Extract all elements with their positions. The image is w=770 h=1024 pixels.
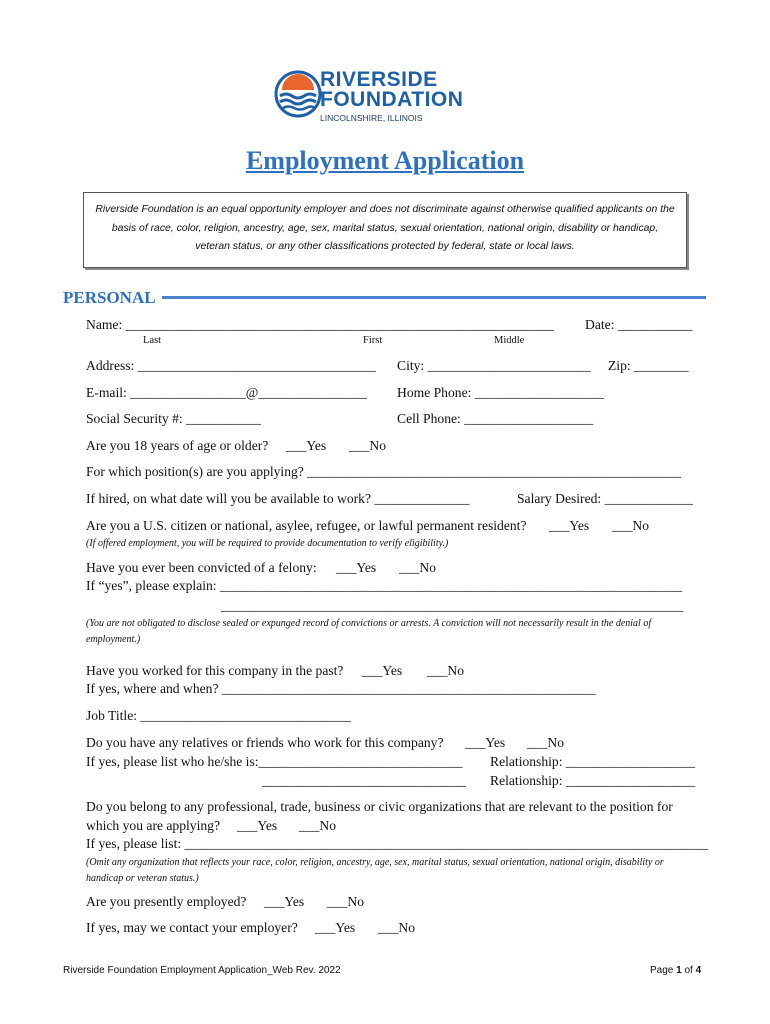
section-divider	[162, 296, 706, 299]
section-title-personal: PERSONAL	[63, 288, 156, 307]
page-prefix: Page	[650, 965, 677, 976]
citizen-question: Are you a U.S. citizen or national, asylee, refugee, or lawful permanent resident?	[86, 518, 527, 533]
label-first: First	[363, 335, 383, 346]
eeo-statement-box	[83, 192, 687, 268]
contact-employer-question: If yes, may we contact your employer?	[86, 920, 298, 935]
worked-yes-option[interactable]: ___Yes	[362, 663, 403, 678]
relatives-list-field[interactable]: If yes, please list who he/she is:______________________________	[86, 754, 463, 769]
organizations-note: (Omit any organization that reflects your race, color, religion, ancestry, age, sex, marital status, sexual orientation, national origin, disability or handicap or veteran status.)	[86, 857, 664, 884]
worked-where-field[interactable]: If yes, where and when? _______________________________________________________	[86, 681, 596, 696]
contact-no-option[interactable]: ___No	[378, 920, 416, 935]
employed-question: Are you presently employed?	[86, 894, 247, 909]
felony-no-option[interactable]: ___No	[399, 560, 437, 575]
availability-field[interactable]: If hired, on what date will you be available to work? ______________	[86, 491, 470, 506]
logo-line-riverside: RIVERSIDE	[320, 68, 438, 91]
employed-yes-option[interactable]: ___Yes	[264, 894, 305, 909]
citizen-no-option[interactable]: ___No	[612, 518, 650, 533]
label-middle: Middle	[494, 335, 525, 346]
age-yes-option[interactable]: ___Yes	[286, 438, 327, 453]
page-of: of	[681, 965, 696, 976]
riverside-foundation-logo	[274, 66, 494, 128]
label-last: Last	[143, 335, 162, 346]
relationship-field-1[interactable]: Relationship: ___________________	[490, 754, 696, 769]
age-no-option[interactable]: ___No	[349, 438, 387, 453]
organizations-question-cont: which you are applying?	[86, 818, 221, 833]
job-title-field[interactable]: Job Title: _______________________________	[86, 708, 352, 723]
eeo-statement: Riverside Foundation is an equal opportunity employer and does not discriminate against otherwise qualified applicants on the basis of race, color, religion, ancestry, age, sex, marital status, sexual orientation, national origin, disability or handicap, veteran status, or any other classifications protected by federal, state or local laws.	[95, 204, 675, 252]
logo-tagline: LINCOLNSHIRE, ILLINOIS	[320, 113, 423, 123]
salary-field[interactable]: Salary Desired: _____________	[517, 491, 693, 506]
organizations-list-field[interactable]: If yes, please list: _____________________________________________________________________________	[86, 836, 708, 851]
ssn-field[interactable]: Social Security #: ___________	[86, 411, 261, 426]
employed-no-option[interactable]: ___No	[327, 894, 365, 909]
address-field[interactable]: Address: ___________________________________	[86, 358, 376, 373]
email-field[interactable]: E-mail: _________________@________________	[86, 385, 367, 400]
cell-phone-field[interactable]: Cell Phone: ___________________	[397, 411, 594, 426]
felony-question: Have you ever been convicted of a felony:	[86, 560, 317, 575]
relatives-question: Do you have any relatives or friends who work for this company?	[86, 735, 444, 750]
logo-line-foundation: FOUNDATION	[320, 88, 464, 111]
sun-wave-logo-icon	[274, 70, 322, 118]
home-phone-field[interactable]: Home Phone: ___________________	[397, 385, 604, 400]
contact-yes-option[interactable]: ___Yes	[315, 920, 356, 935]
age-question: Are you 18 years of age or older?	[86, 438, 269, 453]
felony-yes-option[interactable]: ___Yes	[336, 560, 377, 575]
relatives-list-line2[interactable]: ______________________________	[262, 773, 466, 788]
citizen-yes-option[interactable]: ___Yes	[549, 518, 590, 533]
relatives-no-option[interactable]: ___No	[527, 735, 565, 750]
felony-explain-line2[interactable]: ____________________________________________________________________	[221, 598, 684, 613]
worked-no-option[interactable]: ___No	[427, 663, 465, 678]
worked-question: Have you worked for this company in the past?	[86, 663, 344, 678]
page-current: 1	[676, 965, 682, 976]
organizations-yes-option[interactable]: ___Yes	[237, 818, 278, 833]
organizations-question: Do you belong to any professional, trade, business or civic organizations that are relevant to the position for	[86, 799, 673, 814]
page-total: 4	[695, 965, 702, 976]
felony-note: (You are not obligated to disclose sealed or expunged record of convictions or arrests. A conviction will not necessarily result in the denial of employment.)	[86, 618, 652, 645]
felony-explain-field[interactable]: If “yes”, please explain: ____________________________________________________________________	[86, 578, 683, 593]
citizen-note: (If offered employment, you will be required to provide documentation to verify eligibility.)	[86, 538, 449, 549]
relatives-yes-option[interactable]: ___Yes	[465, 735, 506, 750]
name-field[interactable]: Name: _______________________________________________________________	[86, 317, 554, 332]
city-field[interactable]: City: ________________________	[397, 358, 591, 373]
page-title: Employment Application	[245, 146, 525, 175]
date-field[interactable]: Date: ___________	[585, 317, 693, 332]
zip-field[interactable]: Zip: ________	[608, 358, 689, 373]
footer-doc-info: Riverside Foundation Employment Application_Web Rev. 2022	[63, 965, 341, 976]
position-field[interactable]: For which position(s) are you applying? _______________________________________________________	[86, 464, 682, 479]
page-number	[650, 965, 701, 976]
organizations-no-option[interactable]: ___No	[299, 818, 337, 833]
relationship-field-2[interactable]: Relationship: ___________________	[490, 773, 696, 788]
